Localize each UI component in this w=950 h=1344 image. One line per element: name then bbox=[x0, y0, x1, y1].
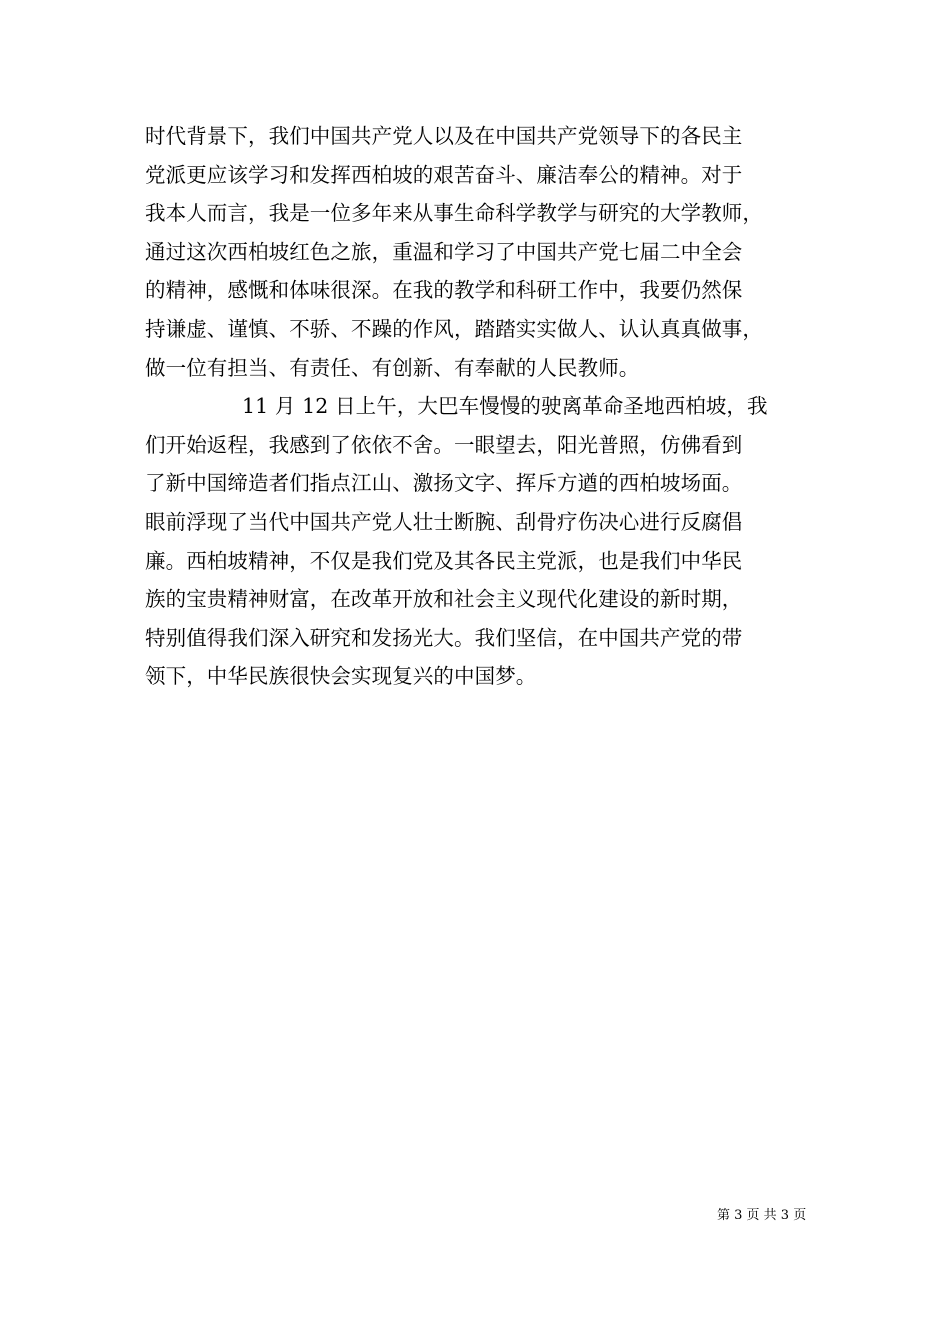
text-line: 族的宝贵精神财富，在改革开放和社会主义现代化建设的新时期， bbox=[145, 587, 743, 612]
text-line: 做一位有担当、有责任、有创新、有奉献的人民教师。 bbox=[145, 355, 640, 380]
text-line: 廉。西柏坡精神，不仅是我们党及其各民主党派，也是我们中华民 bbox=[145, 548, 743, 573]
text-line: 我本人而言，我是一位多年来从事生命科学教学与研究的大学教师， bbox=[145, 201, 763, 226]
page-number: 第 3 页 共 3 页 bbox=[717, 1208, 807, 1223]
text-line: 党派更应该学习和发挥西柏坡的艰苦奋斗、廉洁奉公的精神。对于 bbox=[145, 162, 743, 187]
paragraph bbox=[145, 387, 810, 696]
text-line: 的精神，感慨和体味很深。在我的教学和科研工作中，我要仍然保 bbox=[145, 278, 743, 303]
text-line: 持谦虚、谨慎、不骄、不躁的作风，踏踏实实做人、认认真真做事， bbox=[145, 316, 763, 341]
text-line: 11 月 12 日上午，大巴车慢慢的驶离革命圣地西柏坡，我 bbox=[242, 394, 768, 419]
document-body bbox=[145, 117, 810, 696]
text-line: 时代背景下，我们中国共产党人以及在中国共产党领导下的各民主 bbox=[145, 124, 743, 148]
text-line: 特别值得我们深入研究和发扬光大。我们坚信，在中国共产党的带 bbox=[145, 625, 743, 650]
text-line: 眼前浮现了当代中国共产党人壮士断腕、刮骨疗伤决心进行反腐倡 bbox=[145, 509, 743, 534]
text-line: 通过这次西柏坡红色之旅，重温和学习了中国共产党七届二中全会 bbox=[145, 239, 743, 264]
text-line: 了新中国缔造者们指点江山、激扬文字、挥斥方遒的西柏坡场面。 bbox=[145, 471, 743, 496]
text-line: 们开始返程，我感到了依依不舍。一眼望去，阳光普照，仿佛看到 bbox=[145, 432, 743, 457]
text-line: 领下，中华民族很快会实现复兴的中国梦。 bbox=[145, 664, 537, 689]
paragraph bbox=[145, 117, 810, 387]
